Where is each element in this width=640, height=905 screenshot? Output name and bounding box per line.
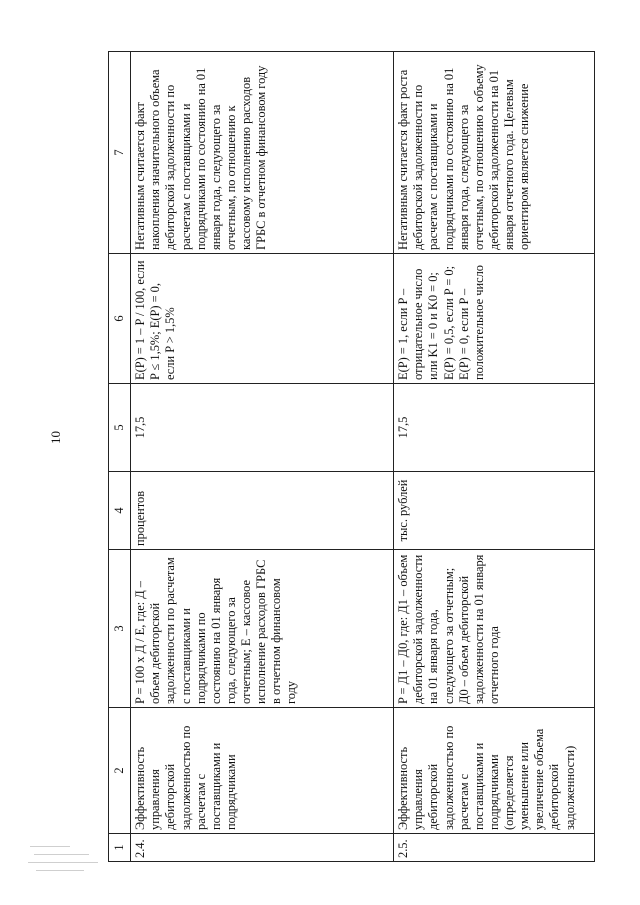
col-header-2: 2	[109, 708, 131, 834]
indicator-evaluation: E(P) = 1 – P / 100, если P ≤ 1,5%; E(P) = 0, если P > 1,5%	[131, 254, 394, 384]
indicator-name: Эффективность управления дебиторской задолженностью по расчетам с поставщиками и подрядчиками (определяется уменьшение или увеличение объема дебиторской задолженности)	[394, 708, 595, 834]
col-header-3: 3	[109, 550, 131, 708]
indicator-name: Эффективность управления дебиторской задолженностью по расчетам с поставщиками и подрядчиками	[131, 708, 394, 834]
scan-artifact	[24, 840, 114, 880]
indicator-unit: процентов	[131, 472, 394, 550]
col-header-1: 1	[109, 834, 131, 862]
row-number: 2.5.	[394, 834, 595, 862]
indicator-comment: Негативным считается факт накопления значительного объема дебиторской задолженности по расчетам с поставщиками и подрядчиками по состоянию на 01 января года, следующего за отчетным, по отношению к кассовому исполнению расходов ГРБС в отчетном финансовом году	[131, 52, 394, 254]
page-number: 10	[48, 431, 63, 444]
indicator-unit: тыс. рублей	[394, 472, 595, 550]
col-header-6: 6	[109, 254, 131, 384]
col-header-4: 4	[109, 472, 131, 550]
indicator-comment: Негативным считается факт роста дебиторской задолженности по расчетам с поставщиками и подрядчиками по состоянию на 01 января года, следующего за отчетным, по отношению к объему дебиторской задолженности на 01 января отчетного года. Целевым ориентиром является снижение	[394, 52, 595, 254]
row-number: 2.4.	[131, 834, 394, 862]
indicator-weight: 17,5	[131, 384, 394, 472]
indicators-table	[108, 51, 595, 862]
rotated-table-container	[108, 52, 592, 862]
col-header-5: 5	[109, 384, 131, 472]
indicator-weight: 17,5	[394, 384, 595, 472]
indicator-formula: P = 100 x Д / E, где: Д – объем дебиторской задолженности по расчетам с поставщиками и подрядчиками по состоянию на 01 января года, следующего за отчетным; E – кассовое исполнение расходов ГРБС в отчетном финансовом году	[131, 550, 394, 708]
table-row	[131, 52, 394, 862]
indicator-evaluation: E(P) = 1, если P – отрицательное число или K1 = 0 и K0 = 0; E(P) = 0,5, если P = 0; E(P) = 0, если P – положительное число	[394, 254, 595, 384]
header-row	[109, 52, 131, 862]
col-header-7: 7	[109, 52, 131, 254]
indicator-formula: P = Д1 – Д0, где: Д1 – объем дебиторской задолженности на 01 января года, следующего за отчетным; Д0 – объем дебиторской задолженности на 01 января отчетного года	[394, 550, 595, 708]
table-row	[394, 52, 595, 862]
